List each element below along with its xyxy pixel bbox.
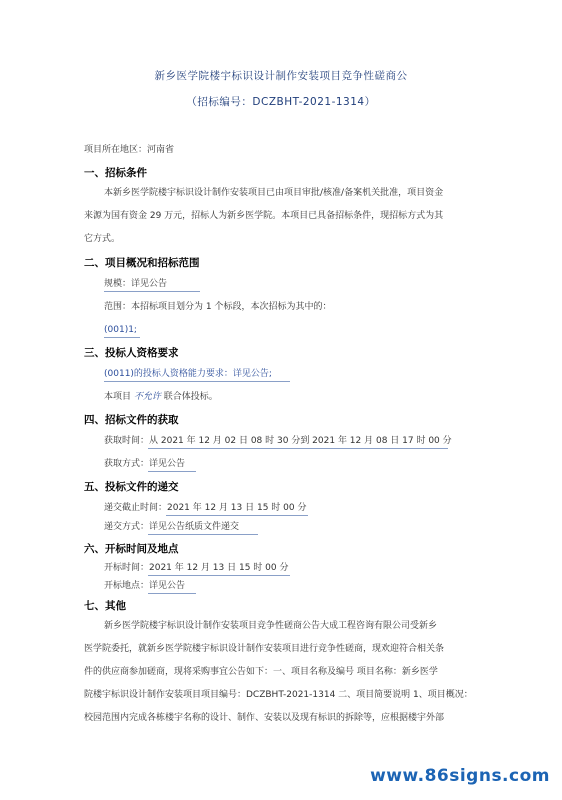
requirement-underline [104,381,290,382]
heading-bid-submission: 五、投标文件的递交 [84,481,179,493]
heading-bidder-qualification: 三、投标人资格要求 [84,347,179,359]
s1-line-1: 本新乡医学院楼宇标识设计制作安装项目已由项目审批/核准/备案机关批准，项目资金 [104,188,444,198]
opening-time-underline [148,575,290,576]
acquisition-method-underline [148,471,196,472]
joint-bid-note [104,391,218,403]
project-scope: 范围：本招标项目划分为 1 个标段，本次招标为其中的： [104,302,332,312]
s1-line-3: 它方式。 [84,234,121,244]
scale-underline [104,291,200,292]
other-line-5: 校园范围内完成各栋楼宇名称的设计、制作、安装以及现有标识的拆除等，应根据楼宇外部 [84,713,445,723]
project-scale: 规模：详见公告 [104,279,168,289]
heading-bid-opening: 六、开标时间及地点 [84,543,179,555]
heading-tender-conditions: 一、招标条件 [84,167,147,179]
submission-method: 递交方式：详见公告纸质文件递交 [104,522,240,532]
s1-line-2: 来源为国有资金 29 万元，招标人为新乡医学院。本项目已具备招标条件，现招标方式为其 [84,211,444,221]
qualification-requirement: (0011)的投标人资格能力要求：详见公告; [104,369,272,379]
joint-bid-text-a: 本项目 [104,392,132,402]
heading-document-acquisition: 四、招标文件的获取 [84,414,179,426]
heading-project-overview: 二、项目概况和招标范围 [84,257,200,269]
acquisition-time: 获取时间：从 2021 年 12 月 02 日 08 时 30 分到 2021 年 12 月 08 日 17 时 00 分 [104,436,452,446]
opening-time: 开标时间：2021 年 12 月 13 日 15 时 00 分 [104,563,289,573]
other-line-3: 件的供应商参加磋商，现将采购事宜公告如下：一、项目名称及编号 项目名称：新乡医学 [84,667,438,677]
submission-deadline: 递交截止时间：2021 年 12 月 13 日 15 时 00 分 [104,503,307,513]
acquisition-time-underline [148,448,448,449]
heading-other: 七、其他 [84,600,126,612]
document-title: 新乡医学院楼宇标识设计制作安装项目竞争性磋商公 [154,70,408,82]
other-line-4: 院楼宇标识设计制作安装项目项目编号：DCZBHT-2021-1314 二、项目简要说明 1、项目概况： [84,690,473,700]
deadline-underline [166,515,308,516]
lot-item: (001)1; [104,325,137,335]
submission-method-underline [148,534,258,535]
joint-bid-text-c: 联合体投标。 [163,392,218,402]
joint-bid-not-allowed: 不允许 [133,392,161,402]
other-line-1: 新乡医学院楼宇标识设计制作安装项目竞争性磋商公告大成工程咨询有限公司受新乡 [104,621,438,631]
lot-underline [104,337,140,338]
site-watermark: www.86signs.com [370,766,550,786]
other-line-2: 医学院委托，就新乡医学院楼宇标识设计制作安装项目进行竞争性磋商，现欢迎符合相关条 [84,644,445,654]
tender-code: （招标编号：DCZBHT-2021-1314） [186,96,376,108]
opening-place: 开标地点：详见公告 [104,581,186,591]
opening-place-underline [148,593,196,594]
project-region: 项目所在地区：河南省 [84,145,175,155]
acquisition-method: 获取方式：详见公告 [104,459,186,469]
